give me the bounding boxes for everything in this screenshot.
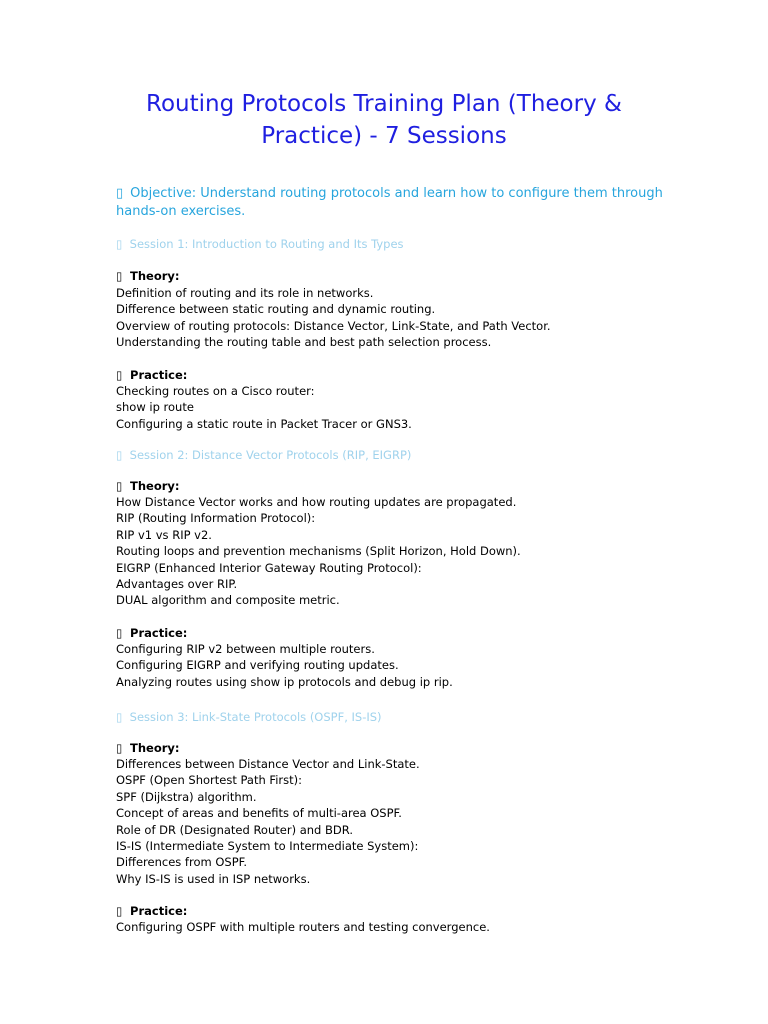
list-item: SPF (Dijkstra) algorithm. bbox=[116, 789, 257, 804]
session-3-practice-label: ▯ Practice: bbox=[116, 904, 188, 918]
session-3-heading bbox=[116, 709, 382, 725]
session-1-heading-text: Session 1: Introduction to Routing and Its Types bbox=[129, 237, 404, 251]
practice-icon: ▯ bbox=[116, 904, 123, 918]
list-item: RIP (Routing Information Protocol): bbox=[116, 511, 316, 526]
session-icon: ▯ bbox=[116, 237, 123, 251]
practice-icon: ▯ bbox=[116, 368, 123, 382]
session-1-theory-list bbox=[116, 285, 551, 351]
session-1-practice-label: ▯ Practice: bbox=[116, 368, 188, 382]
list-item: Why IS-IS is used in ISP networks. bbox=[116, 871, 311, 886]
session-2-theory-list bbox=[116, 494, 521, 609]
list-item: Definition of routing and its role in networks. bbox=[116, 286, 374, 300]
list-item: EIGRP (Enhanced Interior Gateway Routing Protocol): bbox=[116, 560, 422, 575]
practice-icon: ▯ bbox=[116, 626, 123, 640]
list-item: Analyzing routes using show ip protocols and debug ip rip. bbox=[116, 674, 453, 689]
list-item: show ip route bbox=[116, 400, 194, 415]
list-item: Routing loops and prevention mechanisms (Split Horizon, Hold Down). bbox=[116, 544, 521, 559]
list-item: Difference between static routing and dynamic routing. bbox=[116, 302, 436, 317]
theory-icon: ▯ bbox=[116, 479, 123, 493]
session-icon: ▯ bbox=[116, 710, 123, 724]
session-1-theory-label: ▯ Theory: bbox=[116, 269, 180, 283]
list-item: OSPF (Open Shortest Path First): bbox=[116, 773, 302, 788]
session-3-theory-label: ▯ Theory: bbox=[116, 741, 180, 755]
list-item: Configuring RIP v2 between multiple routers. bbox=[116, 642, 375, 656]
list-item: RIP v1 vs RIP v2. bbox=[116, 527, 212, 542]
list-item: How Distance Vector works and how routing updates are propagated. bbox=[116, 495, 517, 509]
theory-icon: ▯ bbox=[116, 741, 123, 755]
objective-text: Objective: Understand routing protocols and learn how to configure them through hands-on exercises. bbox=[116, 186, 663, 219]
list-item: DUAL algorithm and composite metric. bbox=[116, 593, 340, 608]
session-2-theory-label: ▯ Theory: bbox=[116, 479, 180, 493]
list-item: Differences from OSPF. bbox=[116, 855, 248, 870]
objective-paragraph bbox=[116, 185, 676, 221]
session-2-heading bbox=[116, 447, 411, 463]
list-item: Configuring EIGRP and verifying routing updates. bbox=[116, 658, 399, 673]
list-item: Role of DR (Designated Router) and BDR. bbox=[116, 822, 353, 837]
list-item: Concept of areas and benefits of multi-area OSPF. bbox=[116, 806, 402, 821]
list-item: Differences between Distance Vector and Link-State. bbox=[116, 757, 420, 771]
session-3-theory-list bbox=[116, 756, 420, 887]
session-icon: ▯ bbox=[116, 448, 123, 462]
list-item: IS-IS (Intermediate System to Intermediate System): bbox=[116, 839, 419, 854]
session-2-heading-text: Session 2: Distance Vector Protocols (RIP, EIGRP) bbox=[129, 448, 412, 462]
list-item: Overview of routing protocols: Distance Vector, Link-State, and Path Vector. bbox=[116, 318, 551, 333]
theory-icon: ▯ bbox=[116, 269, 123, 283]
session-2-practice-list bbox=[116, 641, 453, 690]
list-item: Configuring a static route in Packet Tracer or GNS3. bbox=[116, 416, 412, 431]
list-item: Checking routes on a Cisco router: bbox=[116, 384, 315, 398]
session-2-practice-label: ▯ Practice: bbox=[116, 626, 188, 640]
session-1-heading bbox=[116, 236, 404, 252]
list-item: Advantages over RIP. bbox=[116, 577, 238, 592]
session-1-practice-list bbox=[116, 383, 412, 432]
list-item: Configuring OSPF with multiple routers and testing convergence. bbox=[116, 920, 490, 934]
session-3-practice-list bbox=[116, 919, 490, 935]
list-item: Understanding the routing table and best path selection process. bbox=[116, 335, 492, 350]
session-3-heading-text: Session 3: Link-State Protocols (OSPF, IS-IS) bbox=[129, 710, 382, 724]
document-title: Routing Protocols Training Plan (Theory & Practice) - 7 Sessions bbox=[146, 91, 622, 149]
objective-icon: ▯ bbox=[116, 186, 124, 201]
